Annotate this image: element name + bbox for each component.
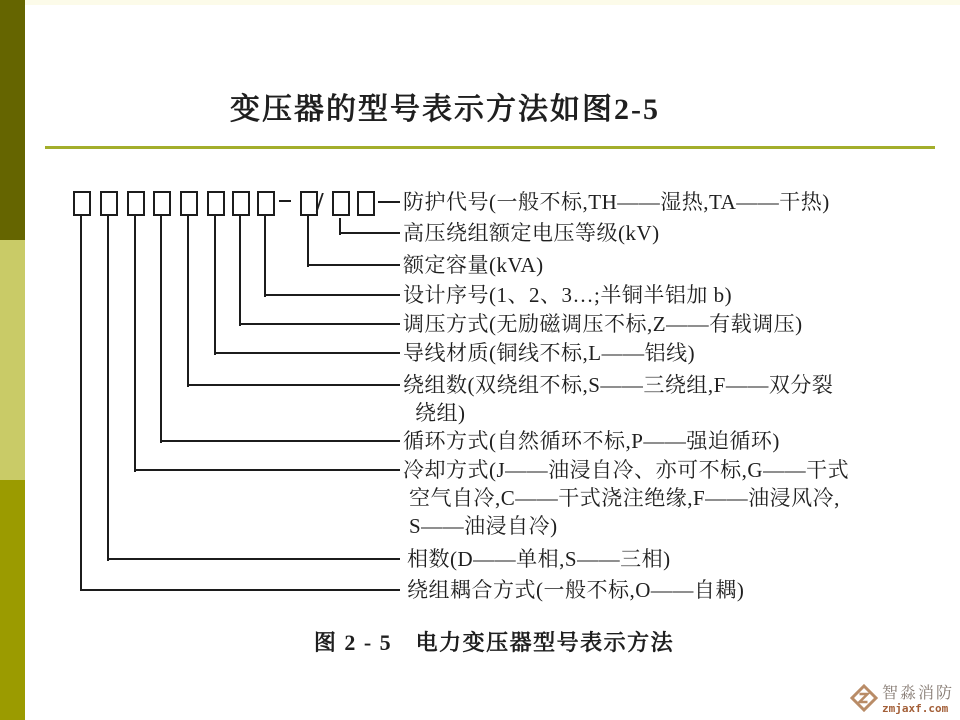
connector-line <box>134 469 400 471</box>
connector-line <box>339 232 400 234</box>
figure-caption: 图 2 - 5 电力变压器型号表示方法 <box>313 630 675 655</box>
model-code-box <box>257 191 275 216</box>
diagram-label: 绕组) <box>415 401 466 425</box>
watermark-site: zmjaxf.com <box>881 702 949 716</box>
model-code-box <box>232 191 250 216</box>
connector-line <box>307 264 400 266</box>
diagram-label: 相数(D——单相,S——三相) <box>407 547 671 571</box>
diagram-label: 设计序号(1、2、3…;半铜半铝加 b) <box>403 283 733 307</box>
code-separator-slash: / <box>316 187 324 217</box>
model-code-box <box>127 191 145 216</box>
connector-line <box>239 215 241 326</box>
top-edge-strip <box>25 0 960 5</box>
model-code-box <box>180 191 198 216</box>
watermark <box>850 684 954 717</box>
watermark-text <box>882 685 954 716</box>
model-code-box <box>207 191 225 216</box>
model-code-box <box>153 191 171 216</box>
diagram-label: 导线材质(铜线不标,L——铝线) <box>403 341 696 365</box>
page-title: 变压器的型号表示方法如图2-5 <box>230 93 660 126</box>
title-underline <box>45 146 935 149</box>
sidebar-band-middle <box>0 240 25 480</box>
diagram-label: S——油浸自冷) <box>409 514 558 538</box>
zhimiao-logo-icon <box>850 684 878 717</box>
connector-line <box>378 201 400 203</box>
model-code-box <box>100 191 118 216</box>
connector-line <box>80 215 82 591</box>
connector-line <box>187 384 400 386</box>
sidebar-band-bottom <box>0 480 25 720</box>
diagram-label: 空气自冷,C——干式浇注绝缘,F——油浸风冷, <box>409 486 840 510</box>
diagram-label: 防护代号(一般不标,TH——湿热,TA——干热) <box>403 190 830 214</box>
connector-line <box>239 323 400 325</box>
connector-line <box>187 215 189 387</box>
connector-line <box>307 215 309 267</box>
diagram-label: 绕组数(双绕组不标,S——三绕组,F——双分裂 <box>403 373 834 397</box>
connector-line <box>214 215 216 355</box>
diagram-label: 额定容量(kVA) <box>403 253 544 277</box>
connector-line <box>134 215 136 472</box>
watermark-brand: 智淼消防 <box>881 684 954 702</box>
sidebar-band-top <box>0 0 25 240</box>
connector-line <box>160 440 400 442</box>
connector-line <box>264 215 266 297</box>
diagram-label: 高压绕组额定电压等级(kV) <box>403 221 660 245</box>
diagram-label: 冷却方式(J——油浸自冷、亦可不标,G——干式 <box>403 458 850 482</box>
connector-line <box>264 294 400 296</box>
connector-line <box>160 215 162 443</box>
connector-line <box>80 589 400 591</box>
connector-line <box>214 352 400 354</box>
code-separator-dash <box>279 200 291 202</box>
model-code-box <box>332 191 350 216</box>
connector-line <box>107 558 400 560</box>
diagram-label: 调压方式(无励磁调压不标,Z——有载调压) <box>403 312 803 336</box>
model-code-box <box>357 191 375 216</box>
model-code-box <box>73 191 91 216</box>
diagram-label: 绕组耦合方式(一般不标,O——自耦) <box>407 578 745 602</box>
diagram-label: 循环方式(自然循环不标,P——强迫循环) <box>403 429 780 453</box>
connector-line <box>107 215 109 561</box>
